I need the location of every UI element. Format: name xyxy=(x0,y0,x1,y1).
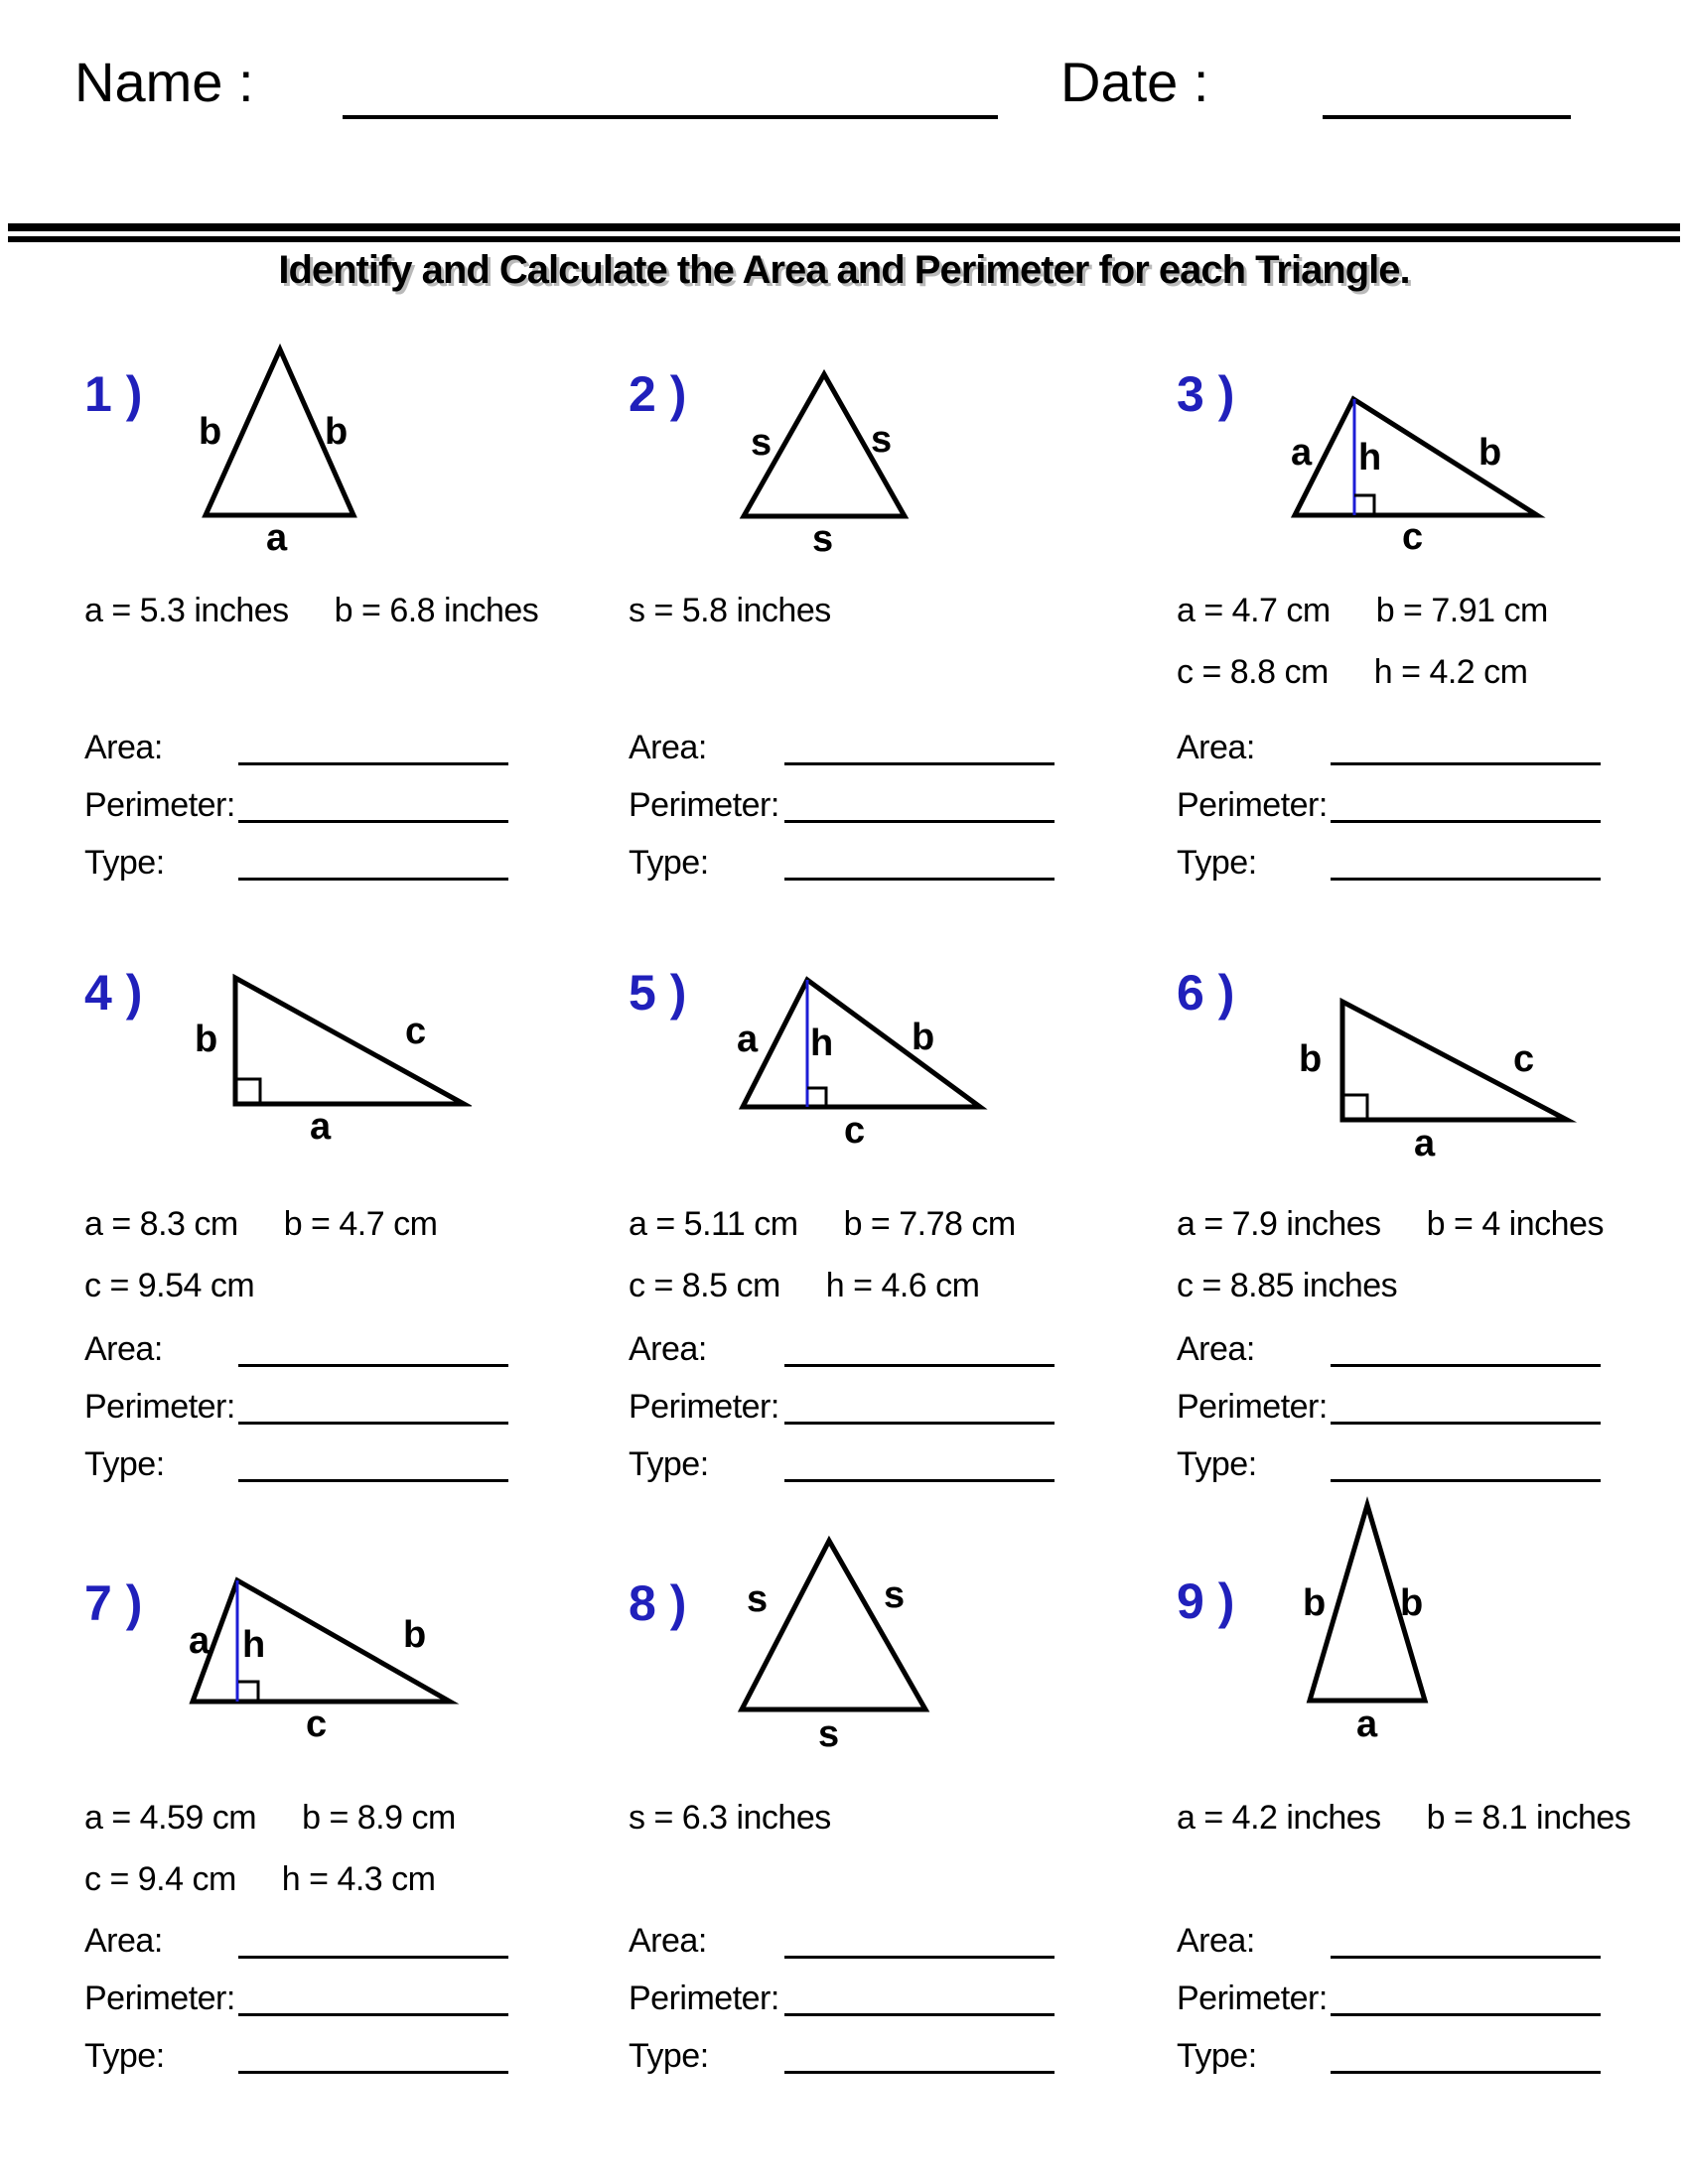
problem-number: 2 ) xyxy=(629,366,687,422)
right-triangle-figure xyxy=(223,966,472,1115)
area-answer-line[interactable] xyxy=(1331,1364,1601,1367)
problem-number: 9 ) xyxy=(1177,1573,1235,1629)
measurements-line-1 xyxy=(84,592,538,630)
perimeter-answer-line[interactable] xyxy=(1331,1422,1601,1425)
height-label: h xyxy=(810,1023,834,1064)
type-label: Type: xyxy=(1177,1445,1257,1483)
side-label-base: a xyxy=(1414,1123,1436,1164)
side-label-left: b xyxy=(195,1019,218,1060)
area-answer-line[interactable] xyxy=(784,762,1055,765)
measurements-line-2 xyxy=(1177,1267,1397,1305)
worksheet-title: Identify and Calculate the Area and Perimeter for each Triangle. xyxy=(278,248,1410,292)
perimeter-label: Perimeter: xyxy=(629,1388,779,1426)
side-label-right: b xyxy=(325,411,349,453)
measurement: c = 9.54 cm xyxy=(84,1267,255,1304)
measurement: s = 5.8 inches xyxy=(629,592,831,629)
right-angle-marker xyxy=(1342,1095,1367,1120)
measurement: a = 7.9 inches xyxy=(1177,1205,1381,1243)
type-answer-line[interactable] xyxy=(784,2071,1055,2074)
problem-number: 6 ) xyxy=(1177,965,1235,1021)
measurement: b = 7.91 cm xyxy=(1375,592,1548,629)
area-label: Area: xyxy=(84,1330,163,1368)
area-label: Area: xyxy=(1177,1330,1255,1368)
measurement: h = 4.3 cm xyxy=(281,1860,436,1898)
perimeter-label: Perimeter: xyxy=(629,1979,779,2017)
hypotenuse-label: c xyxy=(405,1011,427,1052)
triangle-outline xyxy=(235,978,464,1104)
perimeter-label: Perimeter: xyxy=(84,1388,235,1426)
type-answer-line[interactable] xyxy=(238,878,508,881)
side-label-right: b xyxy=(1400,1582,1424,1624)
measurements-line-1 xyxy=(84,1205,437,1244)
measurements-line-1 xyxy=(1177,592,1548,630)
scalene-triangle-with-height-figure xyxy=(1283,387,1551,526)
type-answer-line[interactable] xyxy=(1331,878,1601,881)
measurement: c = 8.8 cm xyxy=(1177,653,1329,691)
measurements-line-1 xyxy=(629,1205,1016,1244)
perimeter-answer-line[interactable] xyxy=(784,1422,1055,1425)
measurement: b = 6.8 inches xyxy=(334,592,539,629)
perimeter-label: Perimeter: xyxy=(629,786,779,824)
type-label: Type: xyxy=(629,2037,709,2075)
perimeter-answer-line[interactable] xyxy=(1331,2013,1601,2016)
area-answer-line[interactable] xyxy=(238,1364,508,1367)
height-label: h xyxy=(1358,437,1382,478)
type-answer-line[interactable] xyxy=(784,1479,1055,1482)
side-label-right: s xyxy=(884,1574,906,1616)
side-label-left: s xyxy=(747,1578,769,1620)
measurement: b = 8.9 cm xyxy=(302,1799,456,1837)
measurements-line-2 xyxy=(629,1267,979,1305)
type-label: Type: xyxy=(629,844,709,882)
name-blank-line[interactable] xyxy=(343,115,998,119)
type-label: Type: xyxy=(1177,2037,1257,2075)
measurement: c = 8.85 inches xyxy=(1177,1267,1398,1304)
side-label-base: a xyxy=(310,1106,332,1148)
type-label: Type: xyxy=(84,844,165,882)
measurements-line-2 xyxy=(1177,653,1527,692)
measurements-line-1 xyxy=(629,592,831,630)
type-answer-line[interactable] xyxy=(1331,1479,1601,1482)
measurement: a = 5.11 cm xyxy=(629,1205,798,1243)
problem-number: 8 ) xyxy=(629,1575,687,1631)
side-label-base: c xyxy=(844,1110,866,1152)
right-angle-marker xyxy=(235,1079,260,1104)
side-label-right: b xyxy=(912,1017,935,1058)
side-label-left: b xyxy=(199,411,222,453)
measurement: s = 6.3 inches xyxy=(629,1799,831,1837)
area-label: Area: xyxy=(1177,729,1255,766)
problem-number: 7 ) xyxy=(84,1575,143,1631)
problem-number: 1 ) xyxy=(84,366,143,422)
perimeter-answer-line[interactable] xyxy=(784,2013,1055,2016)
area-label: Area: xyxy=(1177,1922,1255,1960)
measurement: b = 7.78 cm xyxy=(843,1205,1016,1243)
measurements-line-1 xyxy=(1177,1799,1630,1838)
side-label-left: a xyxy=(189,1620,211,1662)
side-label-right: b xyxy=(403,1614,427,1656)
measurement: b = 8.1 inches xyxy=(1426,1799,1631,1837)
side-label-right: s xyxy=(871,419,893,461)
type-answer-line[interactable] xyxy=(1331,2071,1601,2074)
measurements-line-1 xyxy=(1177,1205,1604,1244)
perimeter-label: Perimeter: xyxy=(1177,786,1328,824)
side-label-base: c xyxy=(1402,516,1424,558)
area-answer-line[interactable] xyxy=(1331,762,1601,765)
area-answer-line[interactable] xyxy=(784,1956,1055,1959)
measurement: a = 4.7 cm xyxy=(1177,592,1331,629)
area-label: Area: xyxy=(629,1330,707,1368)
area-label: Area: xyxy=(84,729,163,766)
date-label: Date : xyxy=(1060,51,1209,113)
perimeter-label: Perimeter: xyxy=(84,1979,235,2017)
side-label-left: b xyxy=(1299,1038,1323,1080)
perimeter-label: Perimeter: xyxy=(1177,1388,1328,1426)
equilateral-triangle-figure xyxy=(728,1527,941,1725)
right-angle-marker xyxy=(807,1088,826,1107)
divider-rule-bottom xyxy=(8,236,1680,242)
area-answer-line[interactable] xyxy=(238,762,508,765)
triangle-outline xyxy=(742,1541,925,1709)
measurement: c = 8.5 cm xyxy=(629,1267,780,1304)
problem-number: 5 ) xyxy=(629,965,687,1021)
measurement: b = 4.7 cm xyxy=(283,1205,438,1243)
right-triangle-figure xyxy=(1331,988,1579,1132)
type-label: Type: xyxy=(629,1445,709,1483)
side-label-left: a xyxy=(1291,432,1313,474)
measurement: h = 4.2 cm xyxy=(1373,653,1528,691)
perimeter-answer-line[interactable] xyxy=(784,820,1055,823)
measurements-line-2 xyxy=(84,1267,254,1305)
measurement: c = 9.4 cm xyxy=(84,1860,236,1898)
name-label: Name : xyxy=(74,51,254,113)
measurement: a = 4.2 inches xyxy=(1177,1799,1381,1837)
type-answer-line[interactable] xyxy=(238,2071,508,2074)
divider-rule-top xyxy=(8,223,1680,231)
perimeter-answer-line[interactable] xyxy=(238,2013,508,2016)
side-label-left: a xyxy=(737,1019,759,1060)
measurements-line-1 xyxy=(629,1799,831,1838)
side-label-left: b xyxy=(1303,1582,1327,1624)
side-label-base: s xyxy=(818,1713,840,1755)
area-label: Area: xyxy=(629,1922,707,1960)
hypotenuse-label: c xyxy=(1513,1038,1535,1080)
problem-number: 4 ) xyxy=(84,965,143,1021)
perimeter-answer-line[interactable] xyxy=(238,1422,508,1425)
measurement: a = 4.59 cm xyxy=(84,1799,257,1837)
right-angle-marker xyxy=(238,1682,258,1702)
type-label: Type: xyxy=(84,2037,165,2075)
measurement: b = 4 inches xyxy=(1426,1205,1604,1243)
measurements-line-1 xyxy=(84,1799,456,1838)
area-answer-line[interactable] xyxy=(1331,1956,1601,1959)
measurement: a = 8.3 cm xyxy=(84,1205,238,1243)
side-label-base: c xyxy=(306,1704,328,1745)
measurement: a = 5.3 inches xyxy=(84,592,289,629)
perimeter-answer-line[interactable] xyxy=(238,820,508,823)
height-label: h xyxy=(242,1624,266,1666)
side-label-base: a xyxy=(266,517,288,559)
triangle-outline xyxy=(743,980,980,1107)
area-answer-line[interactable] xyxy=(238,1956,508,1959)
right-angle-marker xyxy=(1354,495,1374,515)
area-label: Area: xyxy=(84,1922,163,1960)
measurements-line-2 xyxy=(84,1860,435,1899)
side-label-right: b xyxy=(1478,432,1502,474)
perimeter-label: Perimeter: xyxy=(1177,1979,1328,2017)
problem-number: 3 ) xyxy=(1177,366,1235,422)
type-answer-line[interactable] xyxy=(238,1479,508,1482)
measurement: h = 4.6 cm xyxy=(825,1267,980,1304)
side-label-left: s xyxy=(751,422,773,464)
type-label: Type: xyxy=(1177,844,1257,882)
date-blank-line[interactable] xyxy=(1323,115,1571,119)
perimeter-label: Perimeter: xyxy=(84,786,235,824)
area-label: Area: xyxy=(629,729,707,766)
side-label-base: a xyxy=(1356,1704,1378,1745)
perimeter-answer-line[interactable] xyxy=(1331,820,1601,823)
type-answer-line[interactable] xyxy=(784,878,1055,881)
area-answer-line[interactable] xyxy=(784,1364,1055,1367)
scalene-triangle-with-height-figure xyxy=(730,968,988,1117)
type-label: Type: xyxy=(84,1445,165,1483)
side-label-base: s xyxy=(812,518,834,560)
